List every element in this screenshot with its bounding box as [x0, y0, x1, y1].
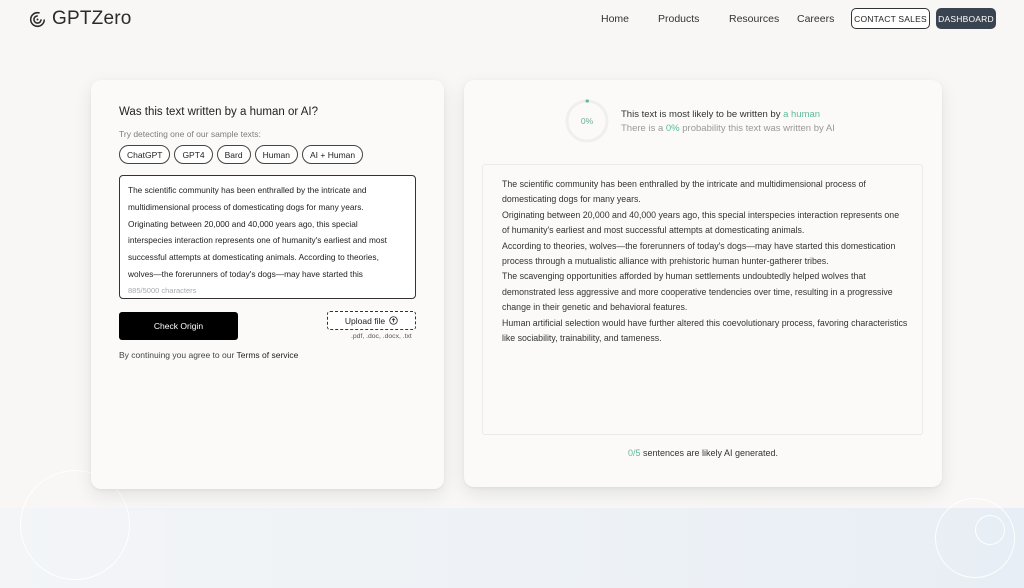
nav-resources[interactable]: Resources: [729, 13, 780, 25]
sentence-summary: [464, 448, 942, 458]
gauge-value: 0%: [580, 116, 594, 126]
terms-notice: [119, 350, 298, 360]
verdict-line: [621, 109, 820, 120]
nav-careers[interactable]: Careers: [797, 13, 835, 25]
decorative-circle: [935, 498, 1015, 578]
background-band: [0, 508, 1024, 588]
verdict-highlight: a human: [783, 109, 821, 120]
top-navigation: [0, 0, 1024, 38]
upload-file-button[interactable]: [327, 311, 416, 330]
probability-prefix: There is a: [621, 123, 664, 134]
probability-value: 0%: [665, 123, 680, 134]
upload-file-label: Upload file: [344, 315, 386, 326]
decorative-circle: [975, 515, 1005, 545]
analyzed-sentence: The scientific community has been enthralled by the intricate and multidimensional process of domesticating dogs for many years.: [502, 179, 866, 205]
analyzed-text: [502, 177, 908, 346]
sample-chip-chatgpt[interactable]: ChatGPT: [119, 145, 170, 164]
nav-home[interactable]: Home: [601, 13, 630, 25]
contact-sales-button[interactable]: CONTACT SALES: [851, 8, 930, 29]
check-origin-button[interactable]: Check Origin: [119, 312, 238, 340]
sample-chip-human[interactable]: Human: [255, 145, 298, 164]
terms-of-service-link[interactable]: Terms of service: [236, 350, 299, 360]
analyzed-sentence: Human artificial selection would have further altered this coevolutionary process, favoring characteristics like sociability, trainability, and tameness.: [502, 317, 908, 344]
upload-icon: [389, 316, 398, 325]
probability-suffix: probability this text was written by AI: [682, 123, 835, 134]
analyzed-sentence: The scavenging opportunities afforded by human settlements undoubtedly helped wolves that demonstrated less aggressive and more cooperative tendencies over time, resulting in a progressive change in their genetic and behavioral features.: [502, 271, 893, 313]
supported-file-types: .pdf, .doc, .docx, .txt: [351, 333, 412, 340]
sample-chip-ai-human[interactable]: AI + Human: [302, 145, 363, 164]
sample-chips: [119, 145, 363, 164]
ai-probability-gauge: [563, 97, 611, 145]
sample-chip-gpt4[interactable]: GPT4: [174, 145, 212, 164]
sentence-count: 0/5: [627, 448, 641, 458]
result-panel: [464, 80, 942, 487]
gptzero-logo-icon: [29, 11, 46, 28]
nav-products[interactable]: Products: [658, 13, 700, 25]
analyzed-sentence: According to theories, wolves—the forerunners of today's dogs—may have started this domestication process through a mutualistic alliance with prehistoric human hunter-gatherer tribes.: [502, 240, 896, 267]
dashboard-button[interactable]: DASHBOARD: [936, 8, 996, 29]
sentence-summary-text: sentences are likely AI generated.: [642, 448, 779, 458]
input-panel: [91, 80, 444, 489]
verdict-prefix: This text is most likely to be written by: [621, 109, 781, 120]
brand-name: GPTZero: [52, 8, 132, 29]
analyzed-sentence: Originating between 20,000 and 40,000 years ago, this special interspecies interaction represents one of humanity's earliest and most successful attempts at domesticating animals.: [502, 209, 900, 236]
probability-line: [621, 123, 835, 134]
analyzed-text-box: [482, 164, 923, 435]
logo[interactable]: [29, 8, 132, 30]
sample-texts-label: Try detecting one of our sample texts:: [119, 129, 261, 139]
terms-prefix: By continuing you agree to our: [119, 350, 235, 360]
text-input[interactable]: [119, 175, 416, 299]
panel-question: Was this text written by a human or AI?: [119, 106, 318, 118]
sample-chip-bard[interactable]: Bard: [217, 145, 251, 164]
text-input-value[interactable]: The scientific community has been enthralled by the intricate and multidimensional process of domesticating dogs for many years. Originating between 20,000 and 40,000 years ago, this special interspecies interaction represents one of humanity's earliest and most successful attempts at domesticating animals. According to theories, wolves—the forerunners of today's dogs—may have started this: [128, 185, 387, 279]
character-count: 885/5000 characters: [128, 286, 197, 295]
